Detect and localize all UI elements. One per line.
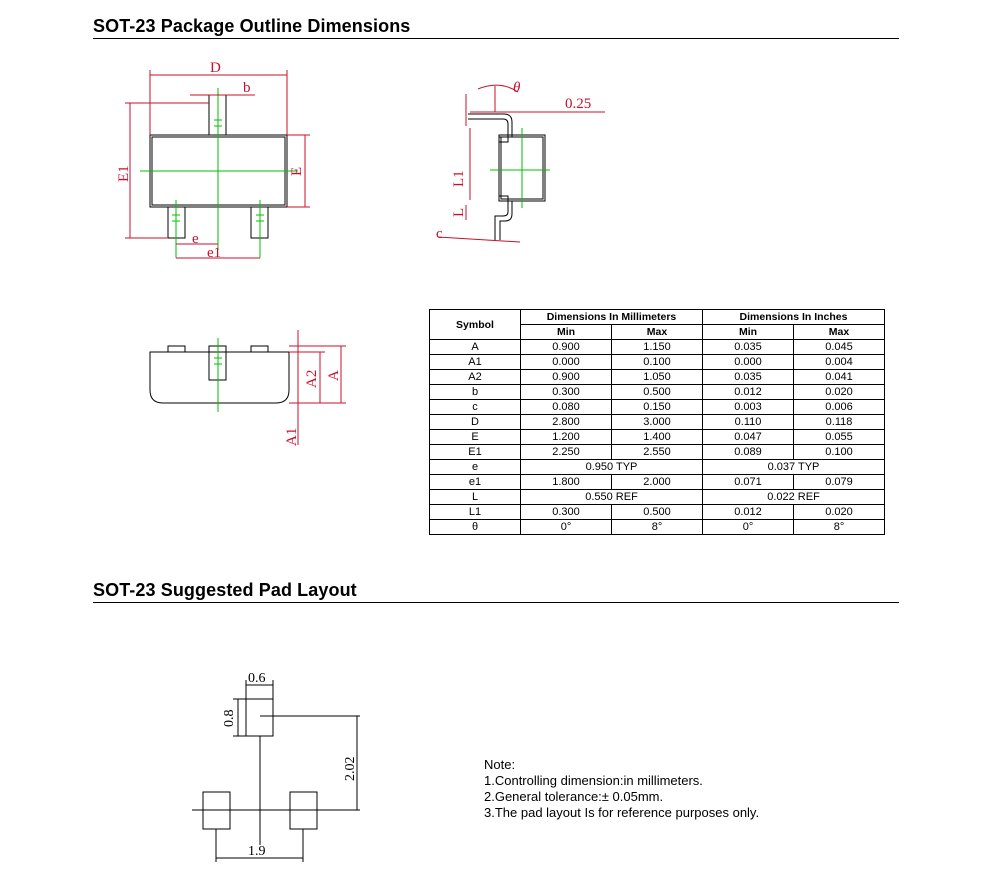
- table-cell: 0.020: [794, 385, 885, 400]
- table-cell: 1.400: [612, 430, 703, 445]
- table-cell: 2.800: [521, 415, 612, 430]
- table-cell: 0.300: [521, 385, 612, 400]
- table-cell: θ: [430, 520, 521, 535]
- table-cell: E: [430, 430, 521, 445]
- table-cell: 0.022 REF: [703, 490, 885, 505]
- table-cell: 0.110: [703, 415, 794, 430]
- table-cell: 0.000: [703, 355, 794, 370]
- table-cell: 0.012: [703, 385, 794, 400]
- table-cell: 0.020: [794, 505, 885, 520]
- table-cell: 0.003: [703, 400, 794, 415]
- label-L1: L1: [451, 170, 467, 187]
- label-L: L: [451, 207, 467, 217]
- table-cell: 0°: [703, 520, 794, 535]
- label-A1: A1: [284, 427, 300, 446]
- table-cell: L: [430, 490, 521, 505]
- table-cell: 0.035: [703, 370, 794, 385]
- note-item: 3.The pad layout Is for reference purposes only.: [484, 805, 760, 820]
- table-cell: 0.118: [794, 415, 885, 430]
- table-cell: 0.004: [794, 355, 885, 370]
- note-item: 1.Controlling dimension:in millimeters.: [484, 773, 703, 788]
- table-cell: 1.800: [521, 475, 612, 490]
- table-cell: 0.100: [794, 445, 885, 460]
- table-cell: 2.250: [521, 445, 612, 460]
- table-cell: e: [430, 460, 521, 475]
- outline-section-title: SOT-23 Package Outline Dimensions: [93, 16, 411, 36]
- table-cell: 0.900: [521, 370, 612, 385]
- table-cell: 0.089: [703, 445, 794, 460]
- table-cell: E1: [430, 445, 521, 460]
- table-cell: 0.012: [703, 505, 794, 520]
- table-cell: L1: [430, 505, 521, 520]
- label-theta: θ: [513, 80, 521, 96]
- label-E1: E1: [116, 165, 132, 182]
- table-cell: 1.050: [612, 370, 703, 385]
- mm-max-header: Max: [612, 325, 703, 340]
- in-max-header: Max: [794, 325, 885, 340]
- in-header: Dimensions In Inches: [703, 310, 885, 325]
- table-cell: 2.550: [612, 445, 703, 460]
- pad-section-title: SOT-23 Suggested Pad Layout: [93, 580, 357, 600]
- table-cell: 0.037 TYP: [703, 460, 885, 475]
- notes-title: Note:: [484, 757, 516, 772]
- label-c: c: [436, 226, 443, 242]
- table-cell: 0.006: [794, 400, 885, 415]
- table-cell: 0.080: [521, 400, 612, 415]
- note-item: 2.General tolerance:± 0.05mm.: [484, 789, 664, 804]
- table-cell: 0.055: [794, 430, 885, 445]
- table-cell: 3.000: [612, 415, 703, 430]
- label-gauge: 0.25: [565, 96, 592, 112]
- label-pad-height: 0.8: [222, 709, 237, 727]
- table-cell: D: [430, 415, 521, 430]
- label-pad-pitch: 2.02: [343, 756, 358, 781]
- label-E: E: [289, 166, 305, 176]
- in-min-header: Min: [703, 325, 794, 340]
- label-b: b: [243, 80, 251, 96]
- table-cell: b: [430, 385, 521, 400]
- table-cell: 0.900: [521, 340, 612, 355]
- table-cell: 8°: [794, 520, 885, 535]
- mm-header: Dimensions In Millimeters: [521, 310, 703, 325]
- pad-top: [246, 699, 273, 736]
- label-pad-spacing: 1.9: [248, 844, 266, 859]
- notes-block: [484, 757, 759, 821]
- table-cell: 0.041: [794, 370, 885, 385]
- table-cell: 0°: [521, 520, 612, 535]
- table-cell: c: [430, 400, 521, 415]
- symbol-header: Symbol: [430, 310, 521, 340]
- table-cell: 0.071: [703, 475, 794, 490]
- table-cell: A: [430, 340, 521, 355]
- table-cell: 0.150: [612, 400, 703, 415]
- table-cell: 0.300: [521, 505, 612, 520]
- table-cell: 0.100: [612, 355, 703, 370]
- table-cell: A1: [430, 355, 521, 370]
- label-e1: e1: [207, 245, 222, 261]
- table-cell: A2: [430, 370, 521, 385]
- table-cell: 0.035: [703, 340, 794, 355]
- table-cell: 0.079: [794, 475, 885, 490]
- table-cell: 0.047: [703, 430, 794, 445]
- table-cell: 1.150: [612, 340, 703, 355]
- table-cell: 0.045: [794, 340, 885, 355]
- table-cell: e1: [430, 475, 521, 490]
- table-cell: 8°: [612, 520, 703, 535]
- table-cell: 0.500: [612, 385, 703, 400]
- table-cell: 2.000: [612, 475, 703, 490]
- label-D: D: [210, 60, 221, 76]
- label-pad-width: 0.6: [248, 671, 266, 686]
- table-cell: 0.000: [521, 355, 612, 370]
- label-A: A: [326, 370, 342, 381]
- label-e: e: [192, 231, 199, 247]
- table-cell: 0.950 TYP: [521, 460, 703, 475]
- label-A2: A2: [304, 369, 320, 388]
- table-cell: 0.500: [612, 505, 703, 520]
- mm-min-header: Min: [521, 325, 612, 340]
- table-cell: 1.200: [521, 430, 612, 445]
- table-cell: 0.550 REF: [521, 490, 703, 505]
